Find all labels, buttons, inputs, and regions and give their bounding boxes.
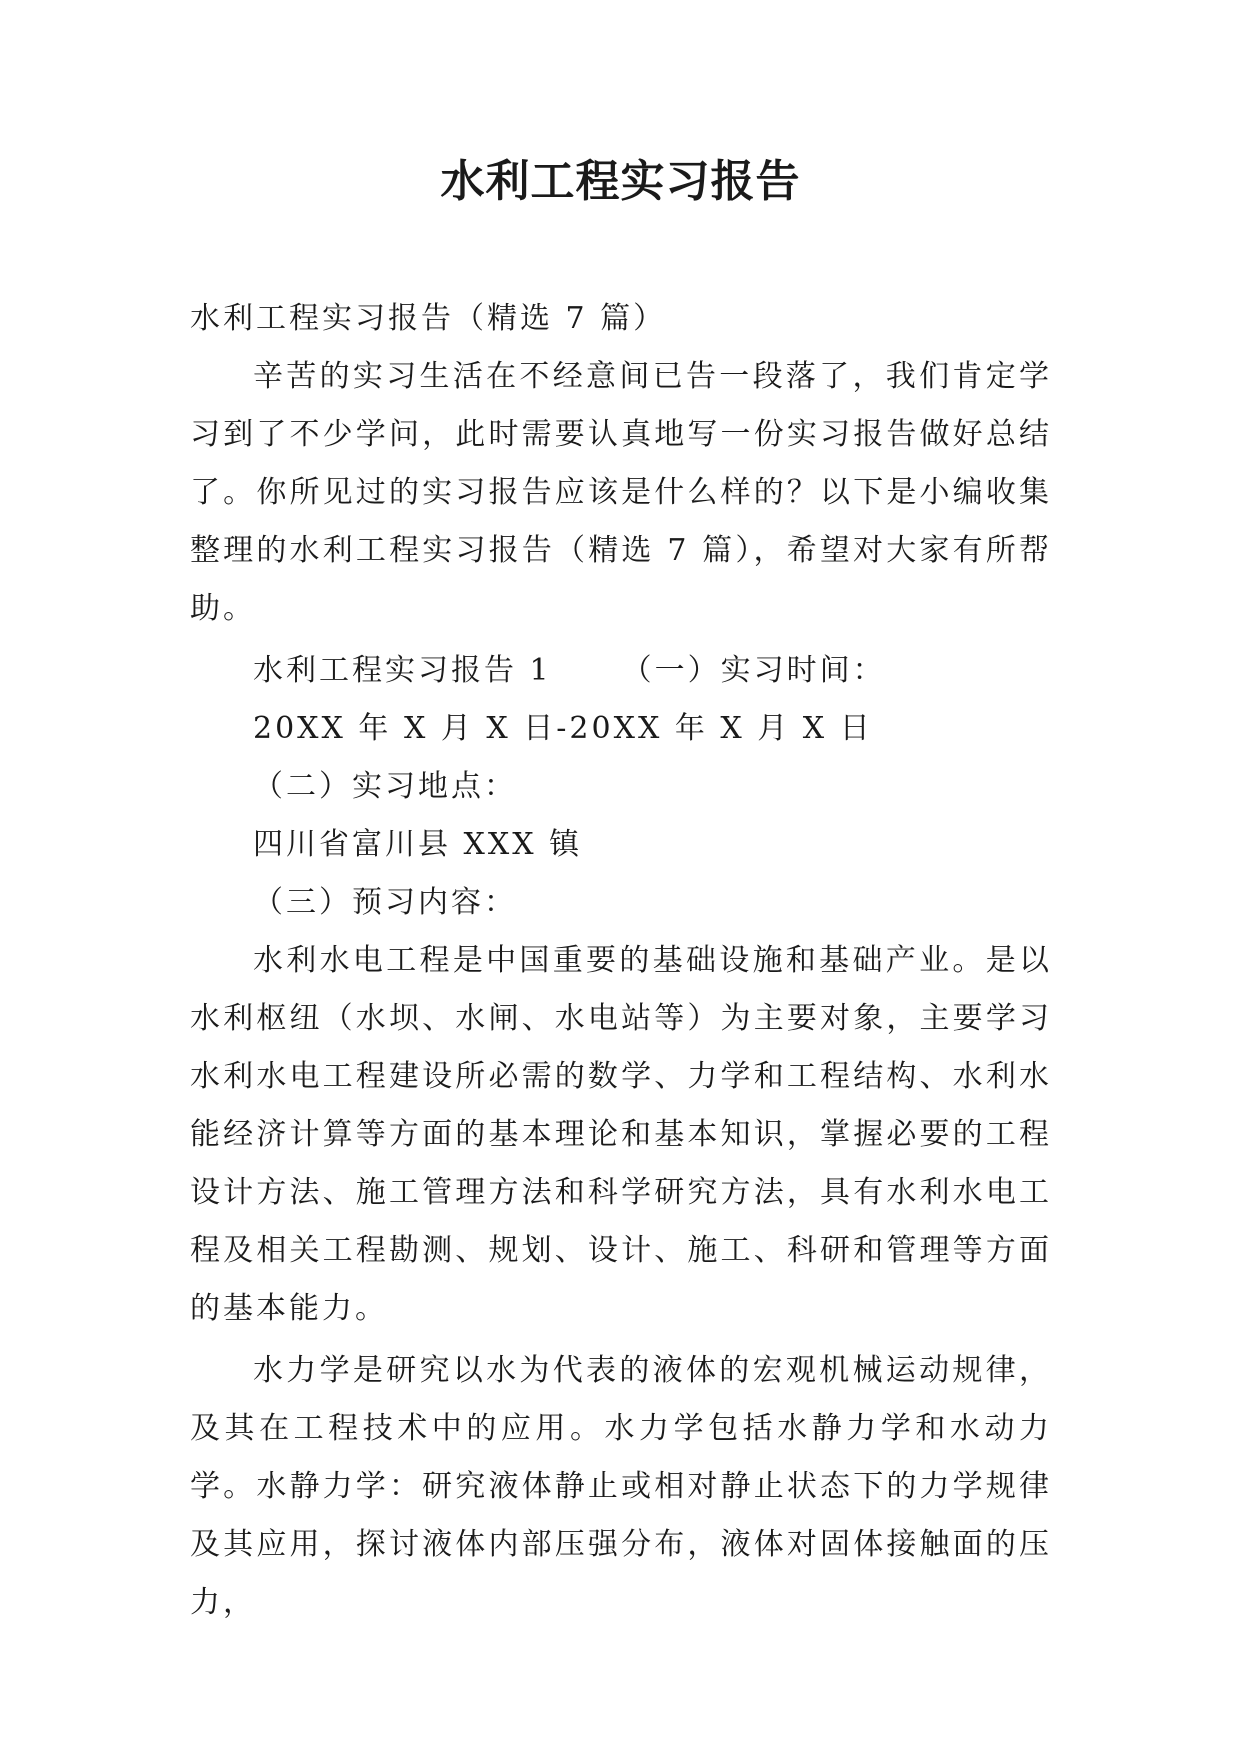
section3-label: （三）预习内容： <box>253 885 517 920</box>
document-subtitle: 水利工程实习报告（精选 7 篇） <box>190 301 667 336</box>
report1-heading: 水利工程实习报告 1 <box>253 653 552 688</box>
document-body <box>190 290 1052 1632</box>
section2-value: 四川省富川县 XXX 镇 <box>253 827 583 862</box>
page-title: 水利工程实习报告 <box>440 156 801 207</box>
intro-paragraph: 辛苦的实习生活在不经意间已告一段落了，我们肯定学习到了不少学问，此时需要认真地写一份实习报告做好总结了。你所见过的实习报告应该是什么样的？以下是小编收集整理的水利工程实习报告（精选 7 篇），希望对大家有所帮助。 <box>190 359 1052 626</box>
section1-label: （一）实习时间： <box>621 653 886 688</box>
content-paragraph-2: 水力学是研究以水为代表的液体的宏观机械运动规律，及其在工程技术中的应用。水力学包括水静力学和水动力学。水静力学：研究液体静止或相对静止状态下的力学规律及其应用，探讨液体内部压强分布，液体对固体接触面的压力， <box>190 1353 1052 1620</box>
report-heading-line <box>190 642 1052 700</box>
section1-value: 20XX 年 X 月 X 日-20XX 年 X 月 X 日 <box>253 711 873 746</box>
content-paragraph-1: 水利水电工程是中国重要的基础设施和基础产业。是以水利枢纽（水坝、水闸、水电站等）为主要对象，主要学习水利水电工程建设所必需的数学、力学和工程结构、水利水能经济计算等方面的基本理论和基本知识，掌握必要的工程设计方法、施工管理方法和科学研究方法，具有水利水电工程及相关工程勘测、规划、设计、施工、科研和管理等方面的基本能力。 <box>190 943 1052 1326</box>
section2-label: （二）实习地点： <box>253 769 517 804</box>
